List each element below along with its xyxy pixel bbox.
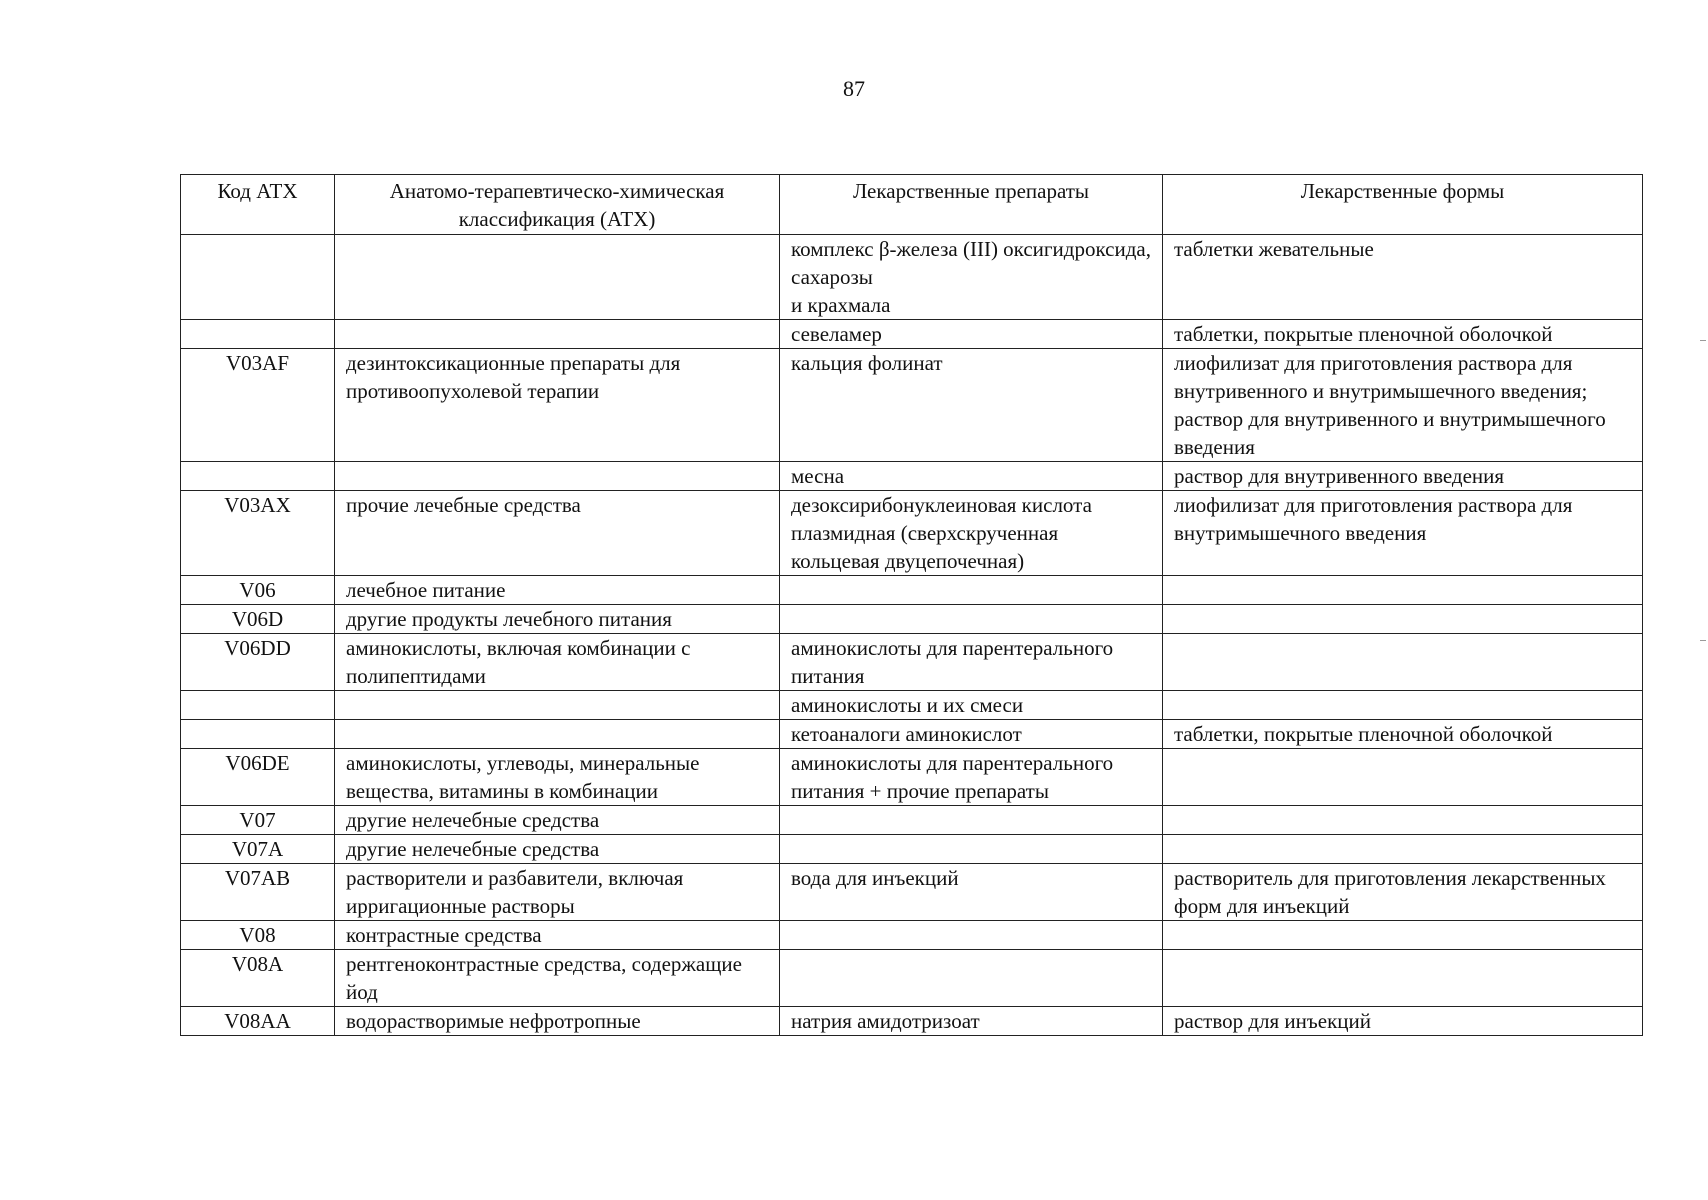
cell-drug: натрия амидотризоат	[780, 1007, 1163, 1036]
table-body	[181, 235, 1643, 1036]
cell-dosage-form: таблетки, покрытые пленочной оболочкой	[1163, 720, 1643, 749]
cell-dosage-form: растворитель для приготовления лекарственных форм для инъекций	[1163, 864, 1643, 921]
cell-dosage-form: лиофилизат для приготовления раствора для внутримышечного введения	[1163, 491, 1643, 576]
cell-dosage-form	[1163, 691, 1643, 720]
cell-atx-code: V08	[181, 921, 335, 950]
cell-drug	[780, 576, 1163, 605]
cell-atx-code: V06D	[181, 605, 335, 634]
cell-classification: другие нелечебные средства	[335, 835, 780, 864]
cell-atx-code: V08A	[181, 950, 335, 1007]
cell-drug: кальция фолинат	[780, 349, 1163, 462]
table-row	[181, 634, 1643, 691]
cell-drug: аминокислоты для парентерального питания	[780, 634, 1163, 691]
cell-classification	[335, 235, 780, 320]
cell-classification: аминокислоты, углеводы, минеральные вещества, витамины в комбинации	[335, 749, 780, 806]
cell-classification: дезинтоксикационные препараты для противоопухолевой терапии	[335, 349, 780, 462]
table-row	[181, 864, 1643, 921]
cell-atx-code: V06	[181, 576, 335, 605]
cell-drug	[780, 950, 1163, 1007]
cell-classification: другие нелечебные средства	[335, 806, 780, 835]
scan-edge-mark	[1700, 640, 1706, 641]
table-row	[181, 235, 1643, 320]
cell-drug: месна	[780, 462, 1163, 491]
header-dosage-forms: Лекарственные формы	[1163, 175, 1643, 235]
cell-classification: аминокислоты, включая комбинации с полипептидами	[335, 634, 780, 691]
cell-dosage-form	[1163, 950, 1643, 1007]
cell-dosage-form: таблетки жевательные	[1163, 235, 1643, 320]
cell-dosage-form: раствор для инъекций	[1163, 1007, 1643, 1036]
cell-dosage-form	[1163, 605, 1643, 634]
cell-classification	[335, 462, 780, 491]
cell-classification: другие продукты лечебного питания	[335, 605, 780, 634]
cell-drug: аминокислоты для парентерального питания + прочие препараты	[780, 749, 1163, 806]
cell-dosage-form	[1163, 576, 1643, 605]
cell-classification: рентгеноконтрастные средства, содержащие йод	[335, 950, 780, 1007]
cell-classification: растворители и разбавители, включая ирригационные растворы	[335, 864, 780, 921]
cell-dosage-form	[1163, 835, 1643, 864]
header-drugs: Лекарственные препараты	[780, 175, 1163, 235]
table-header-row	[181, 175, 1643, 235]
page-number: 87	[843, 76, 865, 101]
cell-classification	[335, 691, 780, 720]
cell-atx-code: V03AF	[181, 349, 335, 462]
cell-dosage-form	[1163, 634, 1643, 691]
table-row	[181, 720, 1643, 749]
cell-atx-code: V06DE	[181, 749, 335, 806]
cell-drug: дезоксирибонуклеиновая кислота плазмидная (сверхскрученная кольцевая двуцепочечная)	[780, 491, 1163, 576]
cell-dosage-form	[1163, 749, 1643, 806]
table-row	[181, 950, 1643, 1007]
atx-drug-table	[180, 174, 1643, 1036]
cell-atx-code: V08AA	[181, 1007, 335, 1036]
cell-atx-code	[181, 720, 335, 749]
cell-atx-code: V07A	[181, 835, 335, 864]
cell-atx-code	[181, 320, 335, 349]
cell-drug	[780, 605, 1163, 634]
cell-drug: аминокислоты и их смеси	[780, 691, 1163, 720]
table-row	[181, 491, 1643, 576]
table-row	[181, 806, 1643, 835]
cell-drug: кетоаналоги аминокислот	[780, 720, 1163, 749]
cell-atx-code	[181, 462, 335, 491]
cell-classification: прочие лечебные средства	[335, 491, 780, 576]
cell-classification	[335, 720, 780, 749]
cell-atx-code: V07	[181, 806, 335, 835]
header-atx-code: Код АТХ	[181, 175, 335, 235]
cell-classification: водорастворимые нефротропные	[335, 1007, 780, 1036]
cell-dosage-form: таблетки, покрытые пленочной оболочкой	[1163, 320, 1643, 349]
cell-drug	[780, 835, 1163, 864]
cell-atx-code: V07AB	[181, 864, 335, 921]
table-row	[181, 320, 1643, 349]
cell-dosage-form	[1163, 806, 1643, 835]
cell-dosage-form: лиофилизат для приготовления раствора для внутривенного и внутримышечного введения; раствор для внутривенного и внутримышечного введения	[1163, 349, 1643, 462]
cell-atx-code	[181, 691, 335, 720]
cell-atx-code: V06DD	[181, 634, 335, 691]
scan-edge-mark	[1700, 340, 1706, 341]
cell-atx-code: V03AX	[181, 491, 335, 576]
table-row	[181, 349, 1643, 462]
table-row	[181, 576, 1643, 605]
cell-dosage-form	[1163, 921, 1643, 950]
cell-drug: вода для инъекций	[780, 864, 1163, 921]
table-row	[181, 462, 1643, 491]
table-row	[181, 835, 1643, 864]
table-row	[181, 605, 1643, 634]
cell-classification	[335, 320, 780, 349]
cell-classification: контрастные средства	[335, 921, 780, 950]
cell-dosage-form: раствор для внутривенного введения	[1163, 462, 1643, 491]
table-row	[181, 691, 1643, 720]
header-atx-classification: Анатомо-терапевтическо-химическая классификация (АТХ)	[335, 175, 780, 235]
cell-drug	[780, 921, 1163, 950]
cell-drug	[780, 806, 1163, 835]
table-row	[181, 921, 1643, 950]
cell-drug: севеламер	[780, 320, 1163, 349]
cell-drug: комплекс β-железа (III) оксигидроксида, сахарозы и крахмала	[780, 235, 1163, 320]
table-row	[181, 749, 1643, 806]
cell-classification: лечебное питание	[335, 576, 780, 605]
table-row	[181, 1007, 1643, 1036]
cell-atx-code	[181, 235, 335, 320]
